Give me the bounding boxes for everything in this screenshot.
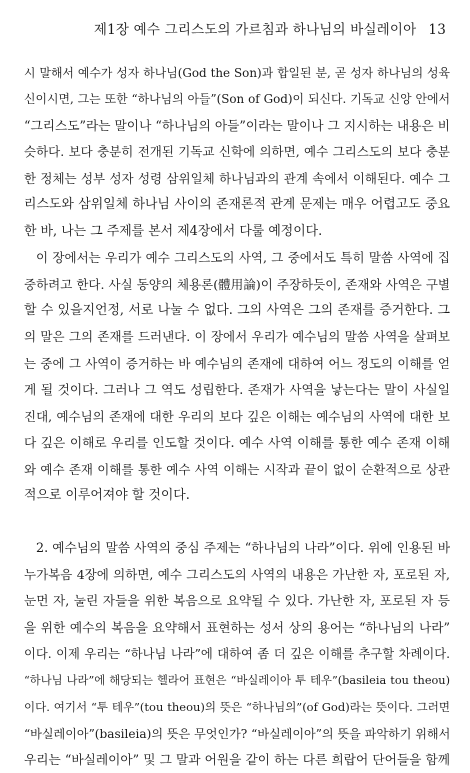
text-line: 리스도와 삼위일체 하나님 사이의 존재론적 관계 문제는 매우 어렵고도 중요 (24, 197, 450, 213)
text-line: 누가복음 4장에 의하면, 예수 그리스도의 사역의 내용은 가난한 자, 포로된 자, (24, 566, 450, 582)
text-line: 슷하다. 보다 충분히 전개된 기독교 신학에 의하면, 예수 그리스도의 보다 충분 (24, 144, 450, 160)
text-line: 2. 예수님의 말씀 사역의 중심 주제는 “하나님의 나라”이다. 위에 인용된 바 (36, 540, 450, 556)
text-line: “하나님 나라”에 해당되는 헬라어 표현은 “바실레이아 투 테우”(basileia tou theou) (24, 673, 450, 687)
running-header (94, 18, 446, 38)
text-line: 와 예수 존재 이해를 통한 예수 사역 이해는 시작과 끝이 없이 순환적으로 상관 (24, 461, 450, 477)
text-line: 의 말은 그의 존재를 드러낸다. 이 장에서 우리가 예수님의 말씀 사역을 살펴보 (24, 329, 450, 345)
text-line: 시 말해서 예수가 성자 하나님(God the Son)과 합일된 분, 곧 성자 하나님의 성육 (24, 66, 450, 80)
text-line: 한 정체는 성부 성자 성령 삼위일체 하나님과의 관계 속에서 이해된다. 예수 그 (24, 170, 450, 186)
text-line: 할 수 있을지언정, 서로 나눌 수 없다. 그의 사역은 그의 존재를 증거한다. 그 (24, 302, 450, 318)
text-line: 신이시면, 그는 또한 “하나님의 아들”(Son of God)이 되신다. 기독교 신앙 안에서 (24, 92, 450, 107)
text-line: 진대, 예수님의 존재에 대한 우리의 보다 깊은 이해는 예수님의 사역에 대한 보 (24, 408, 450, 424)
text-line: “바실레이아”(basileia)의 뜻은 무엇인가? “바실레이아”의 뜻을 파악하기 위해서 (24, 726, 450, 741)
section-gap (24, 509, 450, 535)
body-text (24, 60, 450, 773)
chapter-title: 제1장 예수 그리스도의 가르침과 하나님의 바실레이아 (93, 22, 417, 38)
text-line: 다 깊은 이해로 우리를 인도할 것이다. 예수 사역 이해를 통한 예수 존재 이해 (24, 435, 450, 451)
text-line: 게 될 것이다. 그러나 그 역도 성립한다. 존재가 사역을 낳는다는 말이 사실일 (24, 382, 450, 398)
text-line: 이다. 이제 우리는 “하나님 나라”에 대하여 좀 더 깊은 이해를 추구할 차례이다. (24, 647, 450, 662)
page-number: 13 (428, 22, 446, 38)
paragraph-3 (24, 535, 450, 773)
paragraph-1 (24, 60, 450, 245)
text-line: 중하려고 한다. 사실 동양의 체용론(體用論)이 주장하듯이, 존재와 사역은 구별 (24, 276, 450, 292)
text-line: 적으로 이루어져야 할 것이다. (24, 488, 190, 503)
text-line: “그리스도”라는 말이나 “하나님의 아들”이라는 말이나 그 지시하는 내용은 비 (24, 117, 450, 133)
paragraph-2 (24, 245, 450, 509)
text-line: 한 바, 나는 그 주제를 본서 제4장에서 다룰 예정이다. (24, 223, 323, 239)
text-line: 눈먼 자, 눌린 자들을 위한 복음으로 요약될 수 있다. 가난한 자, 포로된 자 등 (24, 593, 450, 609)
text-line: 우리는 “바실레이아” 및 그 말과 어원을 같이 하는 다른 희랍어 단어들을 함께 (24, 751, 450, 767)
text-line: 을 위한 예수의 복음을 요약해서 표현하는 성서 상의 용어는 “하나님의 나라” (24, 619, 450, 635)
text-line: 이 장에서는 우리가 예수 그리스도의 사역, 그 중에서도 특히 말씀 사역에 집 (36, 250, 450, 266)
text-line: 이다. 여기서 “투 테우”(tou theou)의 뜻은 “하나님의”(of God)라는 뜻이다. 그러면 (24, 700, 450, 715)
text-line: 는 중에 그 사역이 증거하는 바 예수님의 존재에 대하여 어느 정도의 이해를 얻 (24, 355, 450, 371)
